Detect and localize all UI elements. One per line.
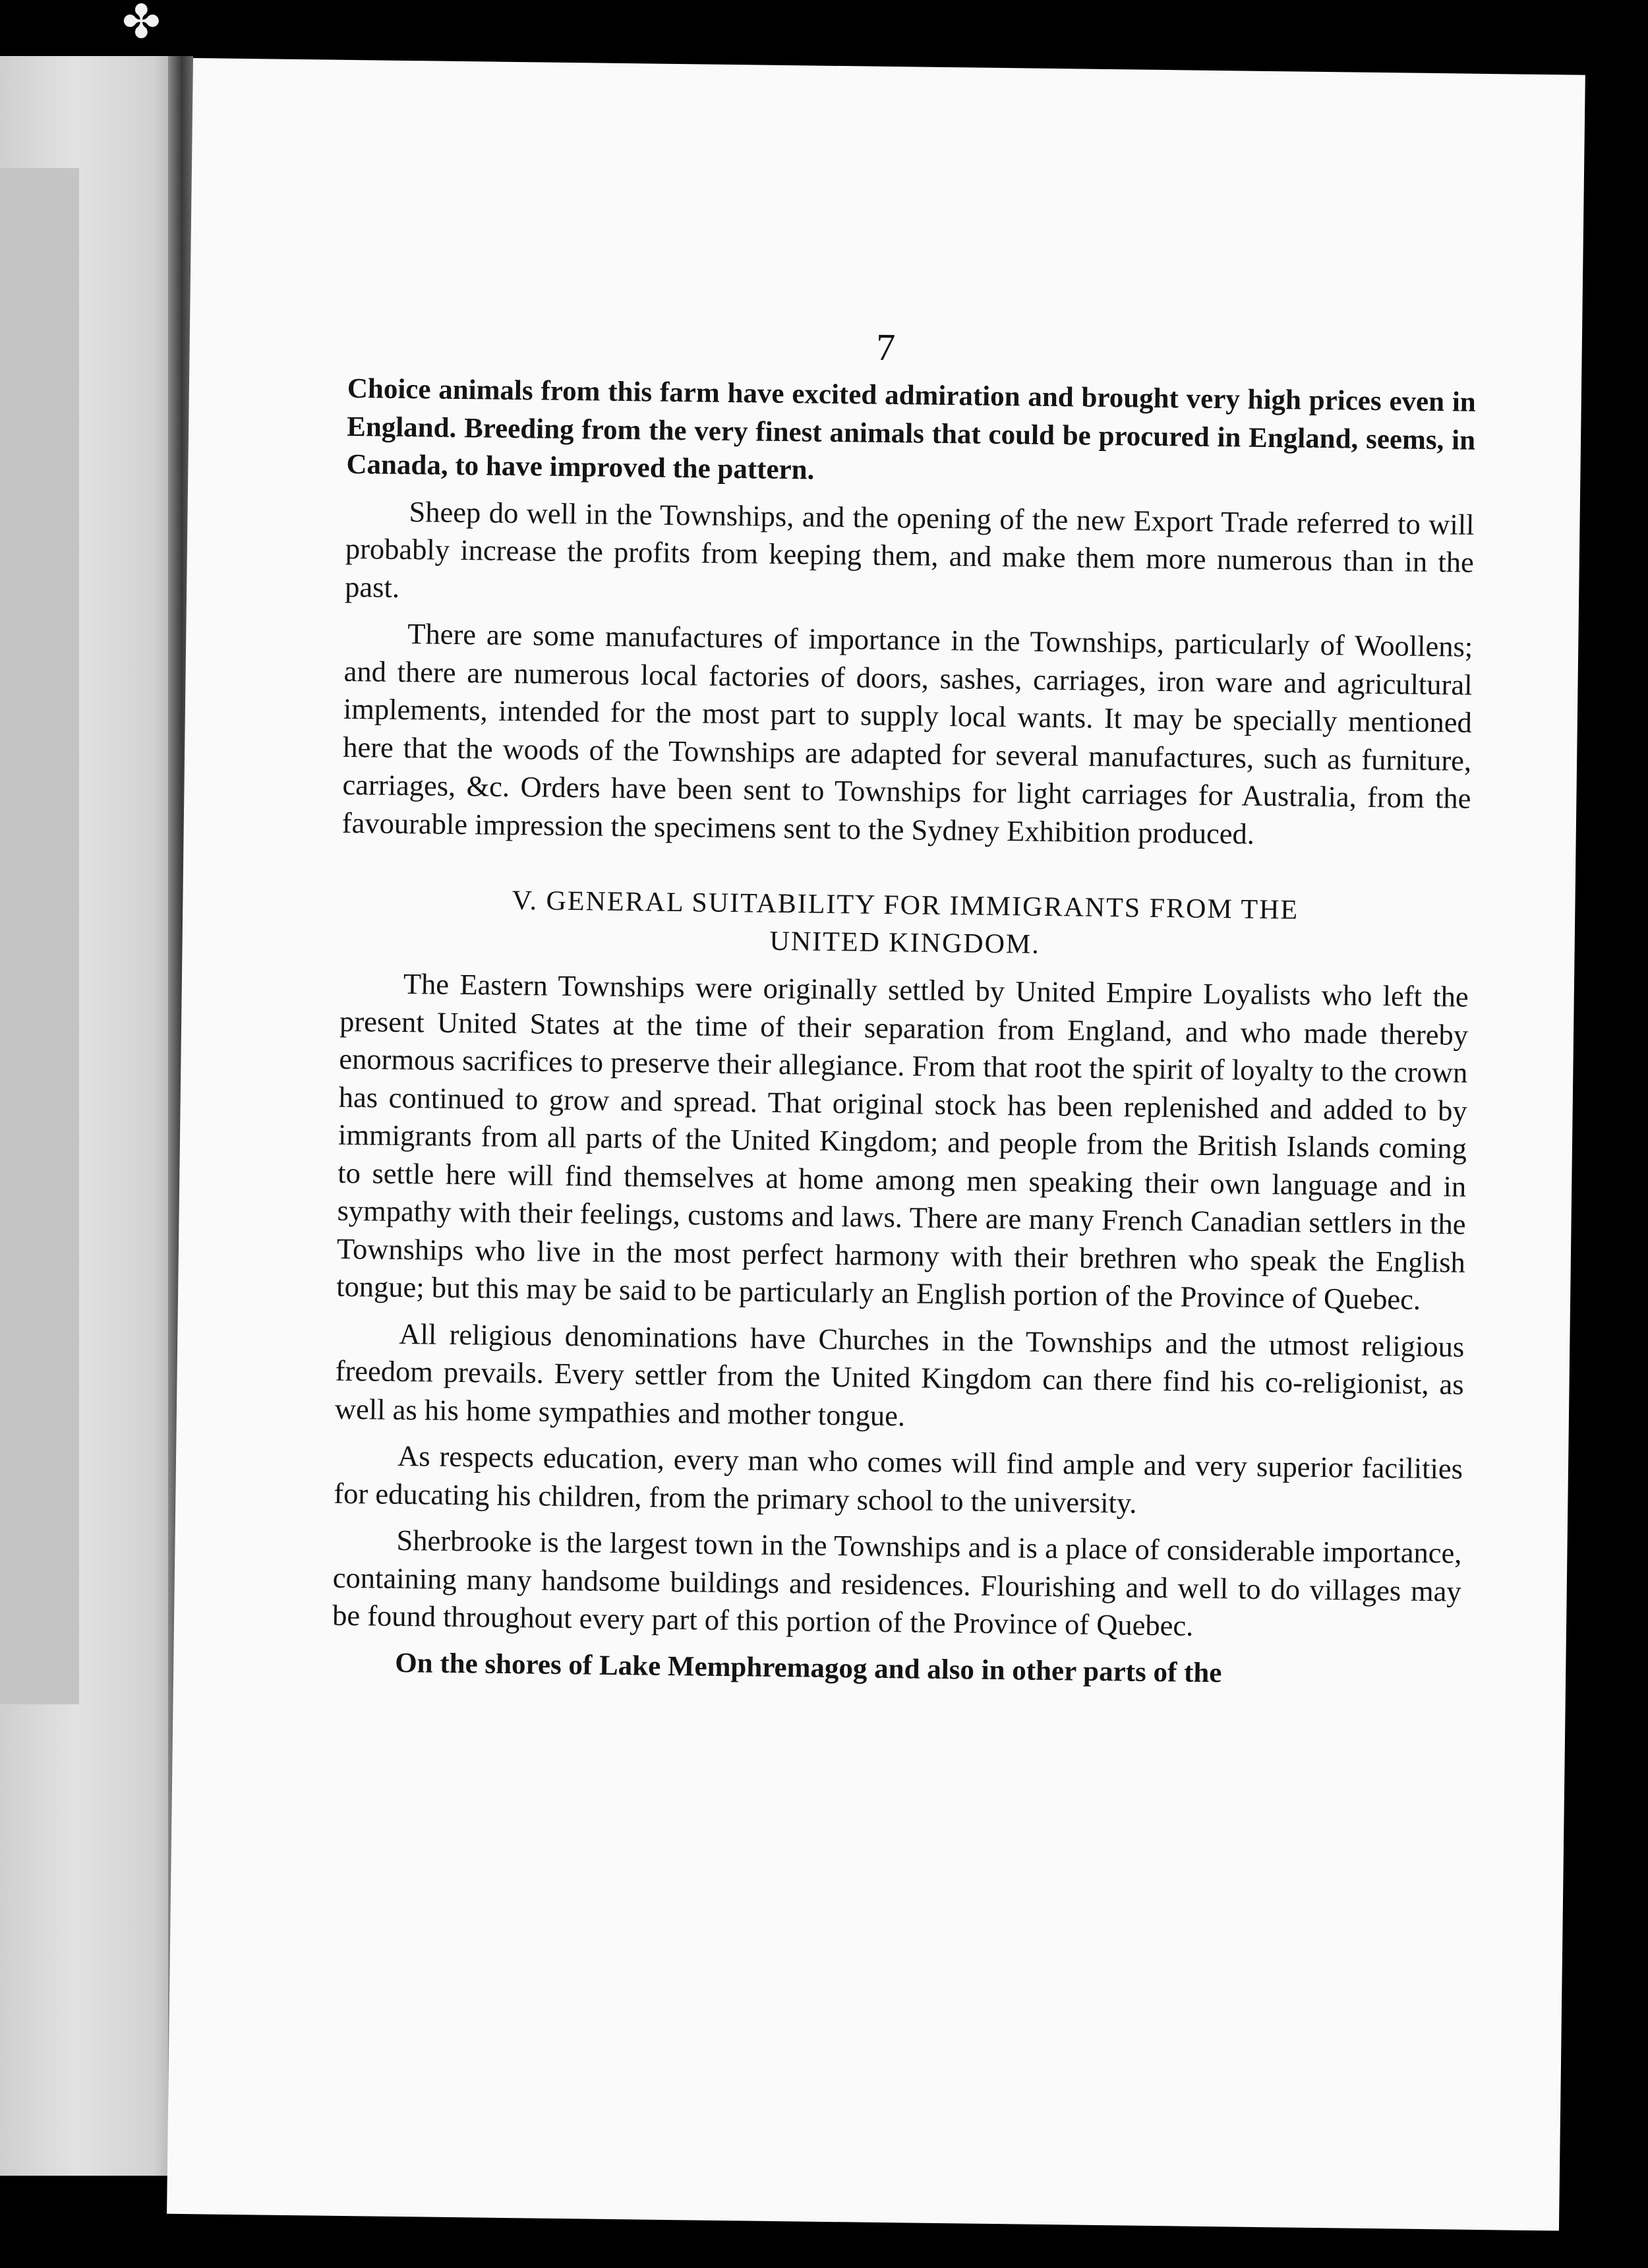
paragraph-manufactures: There are some manufactures of importance in the Townships, particularly of Woollens; and there are numerous local factories of doors, sashes, carriages, iron ware and agricultural implements, intended for the most part to supply local wants. It may be specially mentioned here that the woods of the Townships are adapted for several manufactures, such as furniture, carriages, &c. Orders have been sent to Townships for light carriages for Australia, from the favourable impression the specimens sent to the Sydney Exhibition produced. [341,617,1473,850]
paragraph-loyalists: The Eastern Townships were originally settled by United Empire Loyalists who left the present United States at the time of their separation from England, and who made thereby enormous sacrifices to preserve their allegiance. From that root the spirit of loyalty to the crown has continued to grow and spread. That original stock has been replenished and added to by immigrants from all parts of the United Kingdom; and people from the British Islands coming to settle here will find themselves at home among men speaking their own language and in sympathy with their feelings, customs and laws. There are many French Canadian settlers in the Townships who live in the most perfect harmony with their brethren who speak the English tongue; but this may be said to be particularly an English portion of the Province of Quebec. [336,967,1469,1316]
page-number: 7 [875,325,896,369]
section-heading [340,880,1469,969]
book-page [167,58,1585,2231]
paragraph-memphremagog: On the shores of Lake Memphremagog and also in other parts of the [395,1647,1222,1688]
section-heading-line-2: UNITED KINGDOM. [769,926,1041,960]
facing-page-edge [0,56,191,2176]
facing-page-shadow [0,168,79,1704]
section-heading-line-1: V. GENERAL SUITABILITY FOR IMMIGRANTS FROM THE [512,885,1299,926]
fleuron-icon: ✤ [122,0,161,48]
paragraph-sheep: Sheep do well in the Townships, and the opening of the new Export Trade referred to will probably increase the profits from keeping them, and make them more numerous than in the past. [344,494,1475,604]
paragraph-education: As respects education, every man who comes will find ample and very superior facilities for educating his children, from the primary school to the university. [334,1439,1463,1520]
paragraph-sherbrooke: Sherbrooke is the largest town in the Townships and is a place of considerable importance, containing many handsome buildings and residences. Flourishing and well to do villages may be found throughout every part of this portion of the Province of Quebec. [332,1523,1462,1642]
page-body [332,370,1476,1704]
paragraph-choice-animals: Choice animals from this farm have excited admiration and brought very high prices even in England. Breeding from the very finest animals that could be procured in England, seems, in Canada, to have improved the pattern. [346,373,1477,486]
paragraph-religion: All religious denominations have Churches in the Townships and the utmost religious freedom prevails. Every settler from the United Kingdom can there find his co-religionist, as well as his home sympathies and mother tongue. [334,1317,1465,1432]
